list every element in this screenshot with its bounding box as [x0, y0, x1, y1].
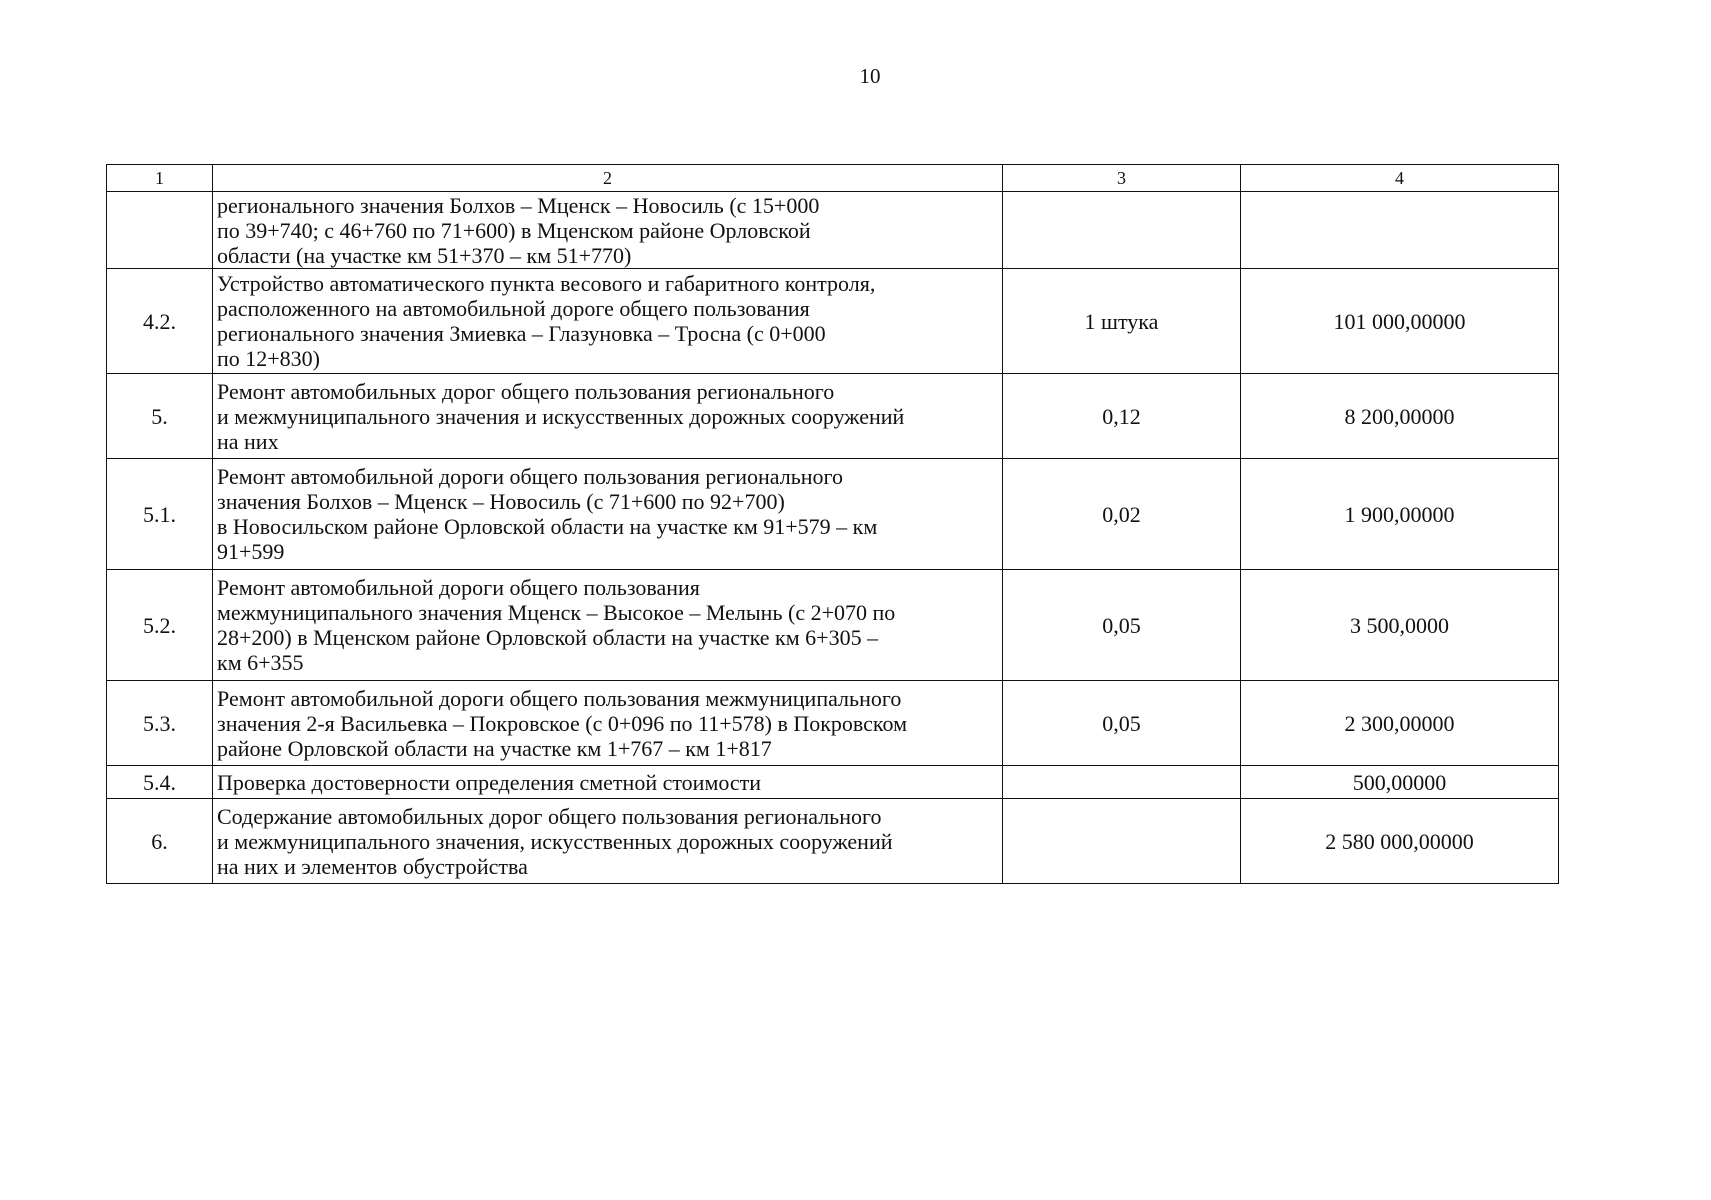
page-number: 10	[859, 64, 881, 88]
item-quantity	[1003, 766, 1241, 799]
item-description: Ремонт автомобильных дорог общего пользования регионального и межмуниципального значения и искусственных дорожных сооружений на них	[213, 374, 1003, 459]
item-number: 6.	[107, 799, 213, 884]
table-row-5-2	[107, 570, 1559, 681]
item-description: Содержание автомобильных дорог общего пользования регионального и межмуниципального значения, искусственных дорожных сооружений на них и элементов обустройства	[213, 799, 1003, 884]
column-header-3: 3	[1003, 165, 1241, 192]
column-header-4: 4	[1241, 165, 1559, 192]
item-amount: 2 300,00000	[1241, 681, 1559, 766]
table-row-5	[107, 374, 1559, 459]
column-header-2: 2	[213, 165, 1003, 192]
item-amount	[1241, 192, 1559, 269]
item-description: Ремонт автомобильной дороги общего пользования межмуниципального значения Мценск – Высокое – Мелынь (с 2+070 по 28+200) в Мценском районе Орловской области на участке км 6+305 – км 6+355	[213, 570, 1003, 681]
item-quantity: 0,05	[1003, 681, 1241, 766]
item-number: 4.2.	[107, 269, 213, 374]
column-number-header-row	[107, 165, 1559, 192]
item-quantity	[1003, 799, 1241, 884]
item-quantity	[1003, 192, 1241, 269]
table-row-5-1	[107, 459, 1559, 570]
table-row-5-4	[107, 766, 1559, 799]
item-quantity: 1 штука	[1003, 269, 1241, 374]
item-number: 5.	[107, 374, 213, 459]
item-quantity: 0,02	[1003, 459, 1241, 570]
item-number	[107, 192, 213, 269]
table-row-4-2	[107, 269, 1559, 374]
item-description: Ремонт автомобильной дороги общего пользования межмуниципального значения 2-я Васильевка – Покровское (с 0+096 по 11+578) в Покровском районе Орловской области на участке км 1+767 – км 1+817	[213, 681, 1003, 766]
item-quantity: 0,05	[1003, 570, 1241, 681]
works-table	[106, 164, 1559, 884]
item-amount: 101 000,00000	[1241, 269, 1559, 374]
column-header-1: 1	[107, 165, 213, 192]
item-description: Проверка достоверности определения сметной стоимости	[213, 766, 1003, 799]
table-row-6	[107, 799, 1559, 884]
item-number: 5.2.	[107, 570, 213, 681]
item-quantity: 0,12	[1003, 374, 1241, 459]
table-row-continuation	[107, 192, 1559, 269]
item-description: Устройство автоматического пункта весового и габаритного контроля, расположенного на автомобильной дороге общего пользования регионального значения Змиевка – Глазуновка – Тросна (с 0+000 по 12+830)	[213, 269, 1003, 374]
item-number: 5.4.	[107, 766, 213, 799]
item-description: регионального значения Болхов – Мценск – Новосиль (с 15+000 по 39+740; с 46+760 по 71+600) в Мценском районе Орловской области (на участке км 51+370 – км 51+770)	[213, 192, 1003, 269]
table-row-5-3	[107, 681, 1559, 766]
item-number: 5.3.	[107, 681, 213, 766]
item-amount: 3 500,0000	[1241, 570, 1559, 681]
item-amount: 1 900,00000	[1241, 459, 1559, 570]
item-amount: 2 580 000,00000	[1241, 799, 1559, 884]
item-amount: 500,00000	[1241, 766, 1559, 799]
item-description: Ремонт автомобильной дороги общего пользования регионального значения Болхов – Мценск – Новосиль (с 71+600 по 92+700) в Новосильском районе Орловской области на участке км 91+579 – км 91+599	[213, 459, 1003, 570]
item-amount: 8 200,00000	[1241, 374, 1559, 459]
item-number: 5.1.	[107, 459, 213, 570]
